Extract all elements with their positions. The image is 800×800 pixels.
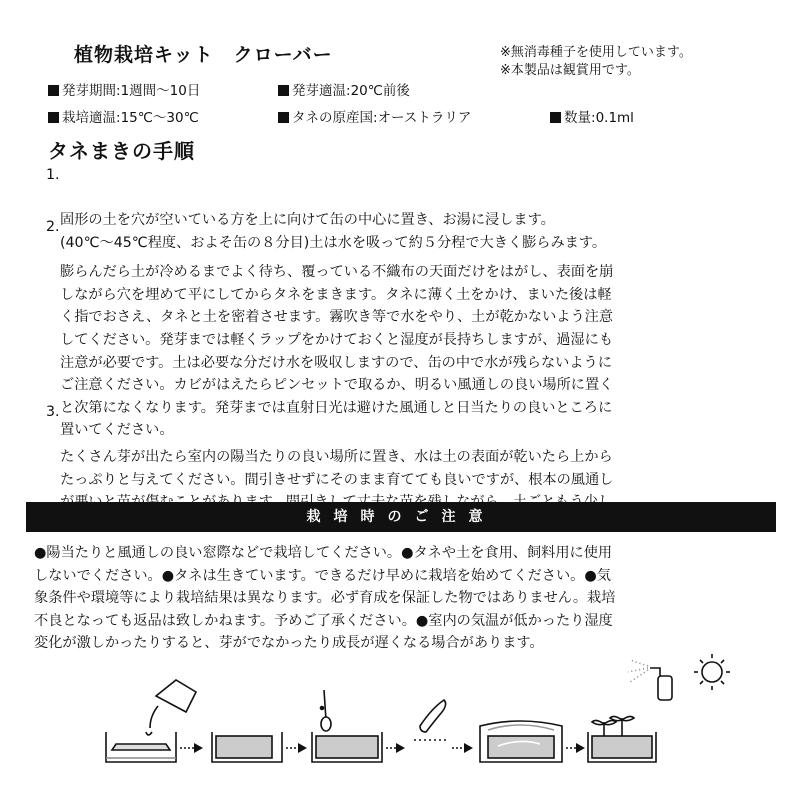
product-title: 植物栽培キット クローバー [74, 44, 333, 66]
note-ornamental: ※本製品は観賞用です。 [500, 63, 640, 78]
step-2: 2. 膨らんだら土が冷めるまでよく待ち、覆っている不織布の天面だけをはがし、表面を崩 しながら穴を埋めて平にしてからタネをまきます。タネに薄く土をかけ、まいた後は軽 く指でおさえ、タネと土を密着させます。霧吹き等で水をやり、土が乾かないよう注意 してください。発芽までは軽くラップをかけておくと湿度が長持ちしますが、過湿にも 注意が必要です。土は必要な分だけ水を吸収しますので、缶の中で水が残らないように ご注意ください。カビがはえたらピンセットで取るか、明るい風通しの良い場所に置く と次第になくなります。発芽までは直射日光は避けた風通しと日当たりの良いところに 置いてください。 [46, 219, 614, 439]
caution-banner [26, 502, 776, 532]
finger-press-icon [414, 700, 446, 740]
arrow-right-icon [180, 743, 203, 753]
spoon-icon [321, 690, 332, 731]
section-title: タネまきの手順 [48, 139, 195, 163]
sun-icon [694, 654, 730, 690]
notes [500, 44, 692, 80]
note-unsterilized: ※無消毒種子を使用しています。 [500, 45, 692, 60]
spec-origin: タネの原産国:オーストラリア [278, 106, 471, 126]
spec-germination-temp: 発芽適温:20℃前後 [278, 79, 410, 99]
can-soil-icon [312, 732, 382, 762]
step-1: 1. 固形の土を穴が空いている方を上に向けて缶の中心に置き、お湯に浸します。 (40℃〜45℃程度、およそ缶の８分目)土は水を吸って約５分程で大きく膨らみます。 [46, 167, 607, 251]
can-soil-icon [588, 732, 656, 762]
square-bullet-icon [278, 112, 289, 123]
sprout-icon [592, 716, 634, 736]
spec-germination-period: 発芽期間:1週間〜10日 [48, 79, 200, 99]
wrap-icon [480, 721, 562, 762]
procedure-illustration [0, 640, 800, 800]
pouring-cup-icon [146, 680, 196, 735]
caution-text: ●陽当たりと風通しの良い窓際などで栽培してください。●タネや土を食用、飼料用に使用 しないでください。●タネは生きています。できるだけ早めに栽培を始めてください。●気 象条件や環境等により栽培結果は異なります。必ず育成を保証した物ではありません。栽培 不良となっても返品は致しかねます。予めご了承ください。●室内の気温が低かったり湿度 変化が激しかったりすると、芽がでなかったり成長が遅くなる場合があります。 [34, 545, 616, 652]
step-3: 3. たくさん芽が出たら室内の陽当たりの良い場所に置き、水は土の表面が乾いたら上から たっぷりと与えてください。間引きせずにそのまま育てても良いですが、根本の風通し [46, 404, 614, 488]
square-bullet-icon [278, 85, 289, 96]
square-bullet-icon [48, 85, 59, 96]
arrow-right-icon [386, 743, 405, 753]
arrow-right-icon [452, 743, 473, 753]
can-water-icon [106, 732, 176, 762]
spray-bottle-icon [628, 660, 672, 700]
spec-quantity: 数量:0.1ml [550, 106, 634, 126]
square-bullet-icon [550, 112, 561, 123]
caution-title: 栽培時のご注意 [306, 509, 496, 525]
can-soil-icon [212, 732, 282, 762]
arrow-right-icon [286, 743, 307, 753]
square-bullet-icon [48, 112, 59, 123]
arrow-right-icon [566, 743, 585, 753]
spec-growing-temp: 栽培適温:15℃〜30℃ [48, 106, 199, 126]
